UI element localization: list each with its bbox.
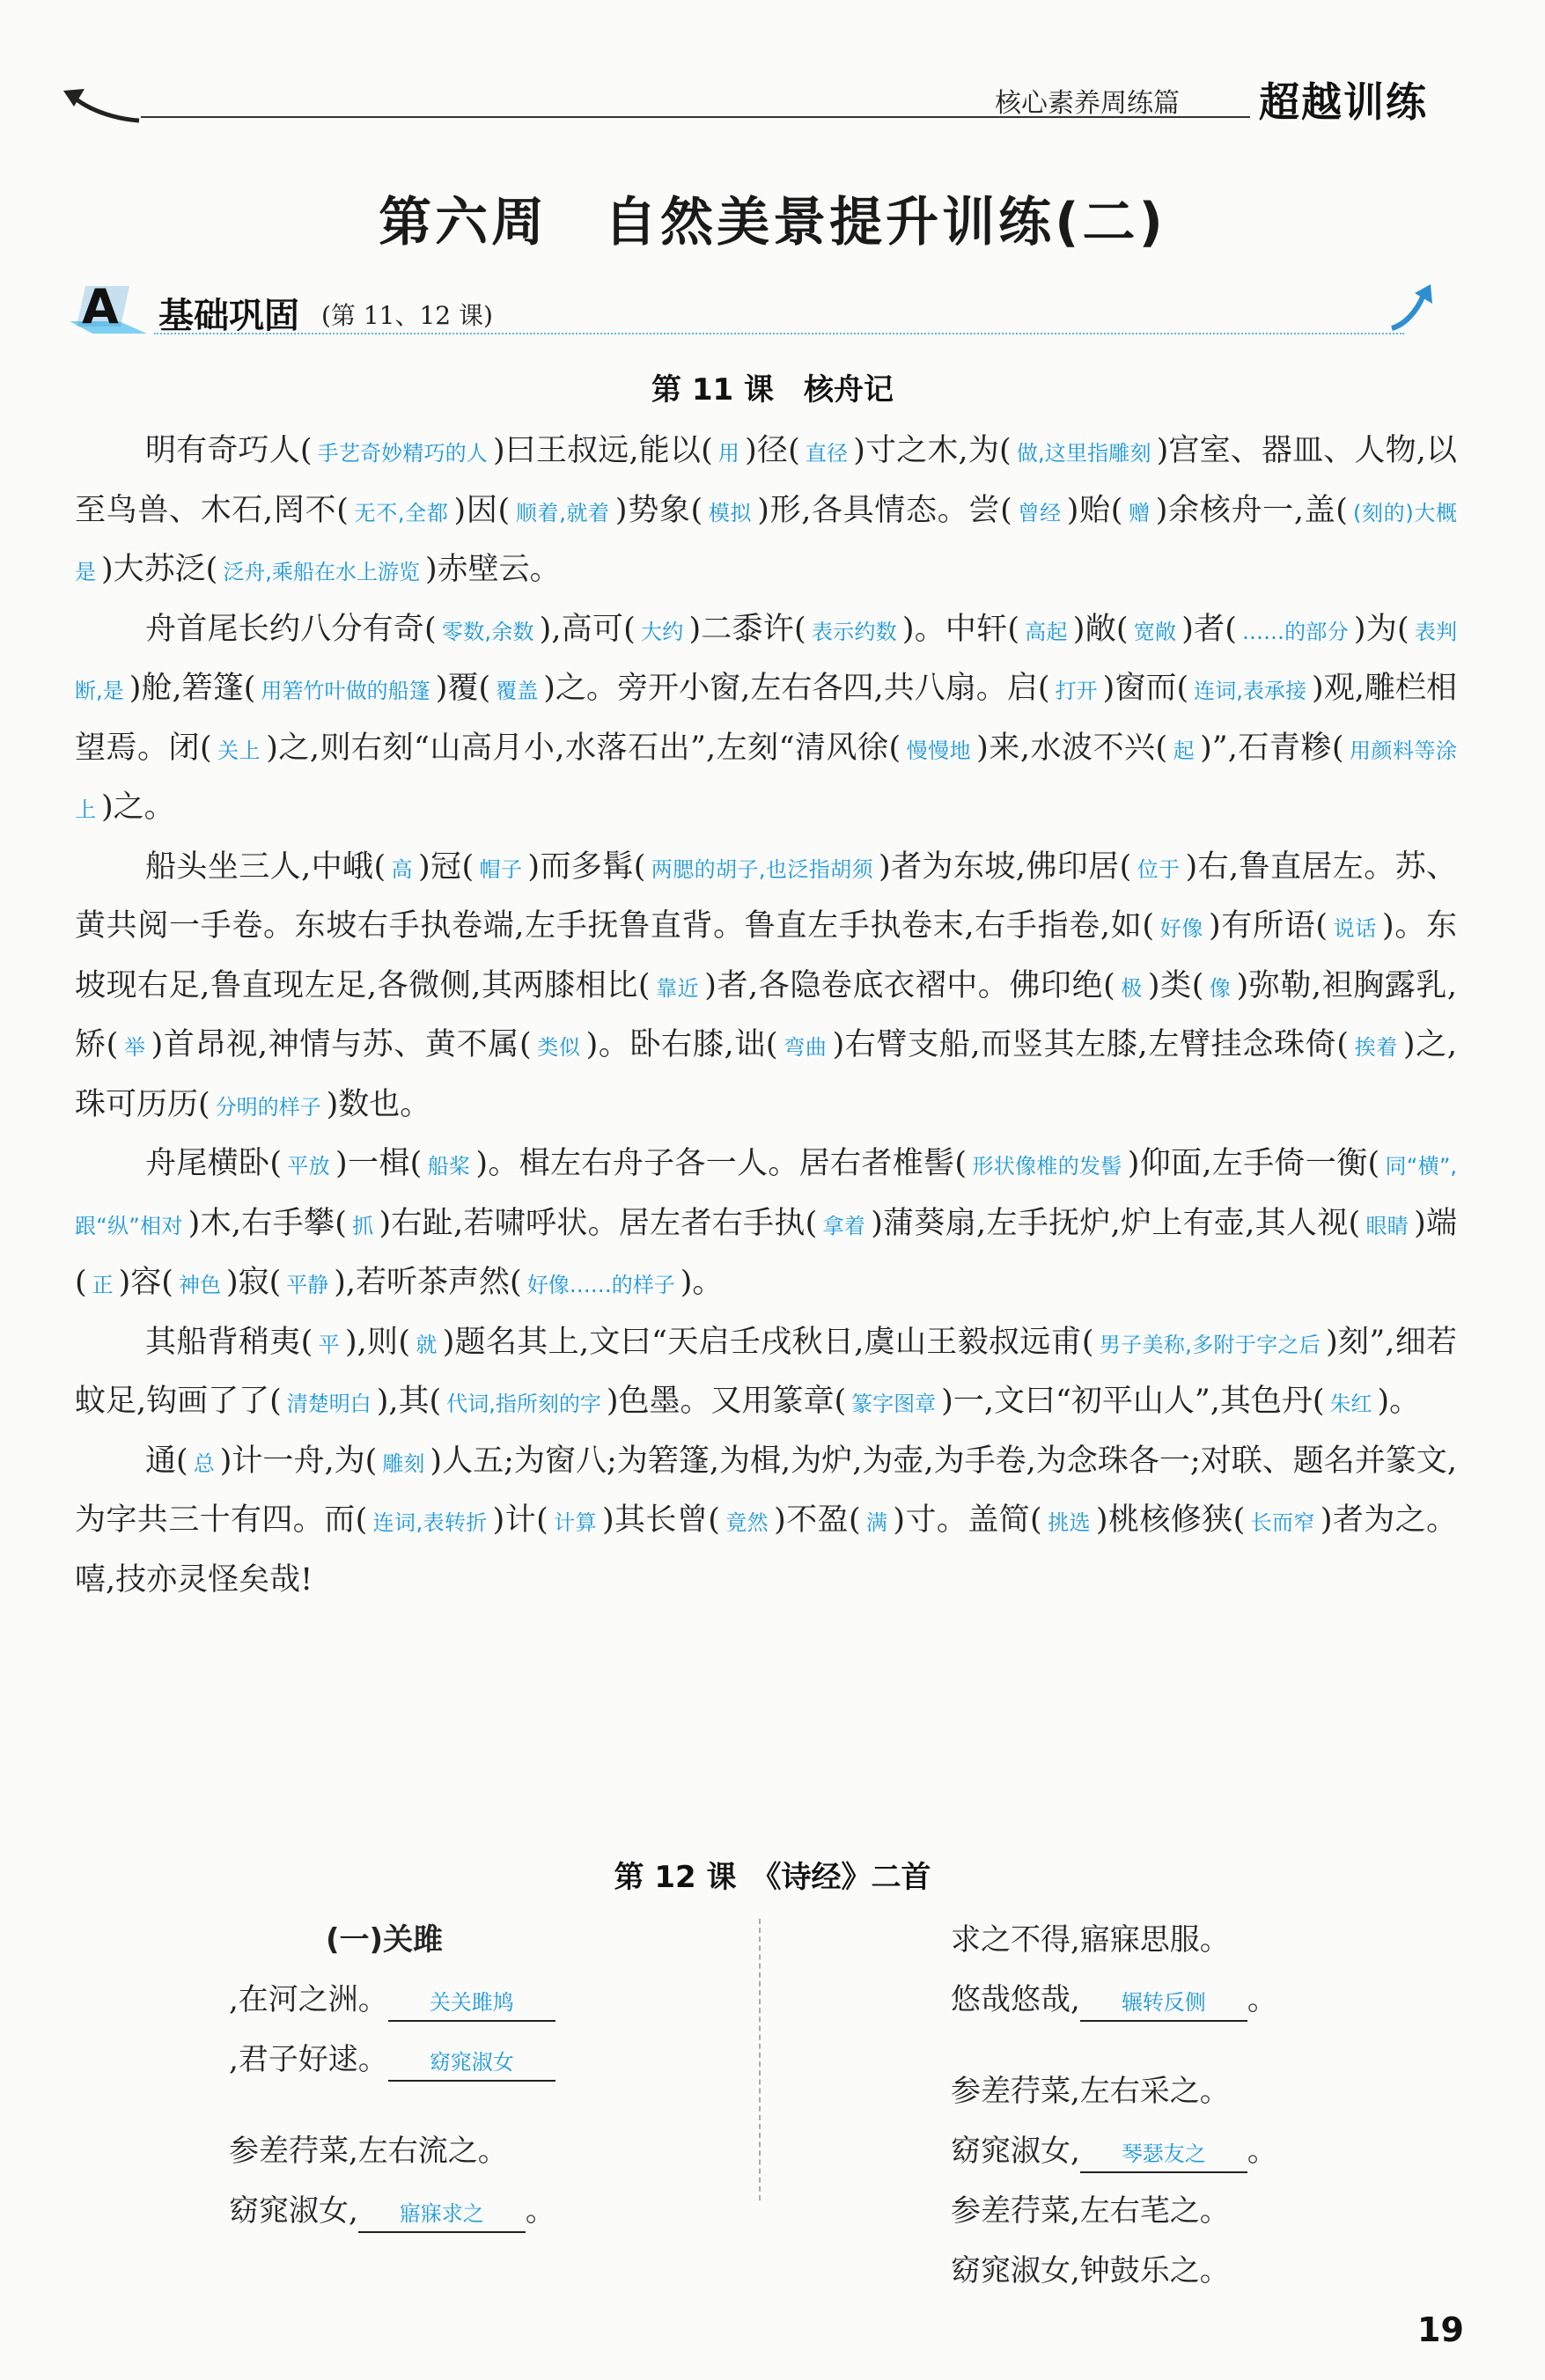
answer-text: 用颜料等涂上 xyxy=(75,738,1458,822)
lesson-11-text xyxy=(75,422,1457,1608)
answer-text: 无不,全都 xyxy=(353,500,449,525)
answer-text: 总 xyxy=(193,1451,215,1476)
curved-arrow-icon xyxy=(1387,281,1439,334)
poem-text: ,君子好逑。 xyxy=(229,2042,388,2077)
answer-text: 平 xyxy=(318,1332,340,1357)
answer-text: 雕刻 xyxy=(382,1451,425,1476)
answer-text: 泛舟,乘船在水上游览 xyxy=(223,560,420,584)
passage-text: )覆( xyxy=(435,671,491,706)
passage-text: )而多髯( xyxy=(527,848,646,885)
poem-right-column xyxy=(951,1910,1444,2301)
header-subtitle: 核心素养周练篇 xyxy=(995,88,1180,119)
fill-blank-answer: 辗转反侧 xyxy=(1080,1985,1247,2022)
answer-text: 长而窄 xyxy=(1250,1510,1315,1535)
answer-text: 表示约数 xyxy=(811,619,897,644)
passage-text: 明有奇巧人( xyxy=(145,433,313,468)
passage-text: )形,各具情态。尝( xyxy=(757,492,1012,528)
poem-text: 参差荇菜,左右芼之。 xyxy=(951,2193,1230,2229)
poem-text: 悠哉悠哉, xyxy=(951,1982,1080,2017)
answer-text: 关上 xyxy=(217,738,261,763)
answer-text: 打开 xyxy=(1055,679,1098,703)
answer-text: 拿着 xyxy=(822,1213,866,1238)
passage-text: )一楫( xyxy=(335,1146,423,1181)
passage-text: 舟尾横卧( xyxy=(145,1146,282,1181)
passage-text: )题名其上,文曰“天启壬戌秋日,虞山王毅叔远甫( xyxy=(442,1324,1094,1360)
passage-text: )首昂视,神情与苏、黄不属( xyxy=(151,1027,532,1062)
passage-text: )。东坡现右足,鲁直现左足,各微侧,其两膝相比( xyxy=(75,908,1458,1003)
answer-text: 靠近 xyxy=(655,975,700,1001)
fill-blank-answer: 关关雎鸠 xyxy=(388,1985,555,2022)
section-badge-letter: A xyxy=(82,279,119,334)
passage-text: )寂( xyxy=(225,1265,282,1300)
fill-blank-answer: 寤寐求之 xyxy=(358,2196,526,2233)
answer-text: 两腮的胡子,也泛指胡须 xyxy=(651,856,874,882)
paragraph xyxy=(75,422,1457,601)
passage-text: )赤壁云。 xyxy=(424,552,561,587)
poem-line xyxy=(951,2061,1444,2121)
answer-text: 篆字图章 xyxy=(851,1392,937,1416)
passage-text: )类( xyxy=(1147,967,1204,1003)
answer-text: 分明的样子 xyxy=(215,1094,321,1120)
passage-text: )木,右手攀( xyxy=(188,1205,347,1241)
passage-text: )势象( xyxy=(614,492,703,528)
passage-text: )数也。 xyxy=(326,1086,431,1122)
answer-text: 连词,表转折 xyxy=(372,1510,488,1535)
passage-text: )。卧右膝,诎( xyxy=(585,1027,778,1062)
passage-text: ),高可( xyxy=(539,611,636,647)
answer-text: 慢慢地 xyxy=(906,738,972,763)
answer-text: 做,这里指雕刻 xyxy=(1016,441,1151,466)
answer-text: 朱红 xyxy=(1329,1392,1372,1416)
passage-text: )蒲葵扇,左手抚炉,炉上有壶,其人视( xyxy=(871,1205,1361,1241)
paragraph xyxy=(75,1314,1457,1433)
answer-text: 计算 xyxy=(553,1510,597,1535)
answer-text: 曾经 xyxy=(1017,500,1062,525)
passage-text: )贻( xyxy=(1066,492,1123,528)
lesson-12-heading: 第 12 课 《诗经》二首 xyxy=(614,1860,931,1895)
poem-text: 参差荇菜,左右流之。 xyxy=(229,2134,508,2169)
passage-text: )右臂支船,而竖其左膝,左臂挂念珠倚( xyxy=(832,1027,1349,1062)
page-number: 19 xyxy=(1417,2310,1464,2349)
answer-text: 模拟 xyxy=(708,500,753,525)
answer-text: 零数,余数 xyxy=(441,619,534,644)
poem-text: 窈窕淑女,钟鼓乐之。 xyxy=(951,2253,1230,2288)
answer-text: 眼睛 xyxy=(1365,1213,1409,1238)
paragraph xyxy=(75,1135,1457,1314)
poem-text: 参差荇菜,左右采之。 xyxy=(951,2074,1230,2109)
passage-text: )宫室、器皿、人物,以至鸟兽、木石,罔不( xyxy=(75,433,1458,528)
passage-text: )者为东坡,佛印居( xyxy=(879,848,1132,885)
poem-text: 。 xyxy=(1247,1982,1277,2017)
answer-text: 手艺奇妙精巧的人 xyxy=(317,441,488,466)
poem-line xyxy=(951,1910,1444,1970)
poem-title: (一)关雎 xyxy=(326,1922,444,1958)
passage-text: )弥勒,袒胸露乳,矫( xyxy=(75,967,1458,1062)
section-subtitle: (第 11、12 课) xyxy=(321,301,493,330)
poem-line xyxy=(229,2181,722,2241)
passage-text: )。中轩( xyxy=(901,611,1020,647)
answer-text: 高 xyxy=(391,856,413,882)
passage-text: )计( xyxy=(492,1502,548,1538)
answer-text: 帽子 xyxy=(479,856,523,882)
column-divider xyxy=(759,1919,761,2200)
lesson-11-heading: 第 11 课 核舟记 xyxy=(651,372,894,408)
answer-text: 顺着,就着 xyxy=(515,500,610,525)
answer-text: 直径 xyxy=(805,441,849,466)
page-header xyxy=(0,0,1545,132)
passage-text: 其船背稍夷( xyxy=(145,1324,313,1360)
passage-text: )敞( xyxy=(1072,611,1129,647)
passage-text: )一,文曰“初平山人”,其色丹( xyxy=(941,1384,1325,1419)
passage-text: )容( xyxy=(118,1265,173,1300)
passage-text: )桃核修狭( xyxy=(1095,1502,1246,1538)
passage-text: )端( xyxy=(75,1205,1458,1300)
header-brand: 超越训练 xyxy=(1259,78,1428,126)
answer-text: 正 xyxy=(92,1273,114,1297)
passage-text: )大苏泛( xyxy=(101,552,218,587)
answer-text: 清楚明白 xyxy=(286,1392,372,1416)
answer-text: 好像……的样子 xyxy=(526,1273,675,1297)
paragraph xyxy=(75,601,1457,839)
answer-text: 宽敞 xyxy=(1133,619,1177,644)
passage-text: )冠( xyxy=(417,848,475,885)
answer-text: 挑选 xyxy=(1047,1510,1091,1535)
passage-text: )舱,箬篷( xyxy=(129,671,256,706)
answer-text: 平静 xyxy=(286,1273,329,1297)
passage-text: )为( xyxy=(1353,611,1409,647)
answer-text: 平放 xyxy=(287,1154,331,1179)
answer-text: ……的部分 xyxy=(1241,619,1349,644)
passage-text: )右趾,若啸呼状。居左者右手执( xyxy=(379,1205,818,1241)
answer-text: 位于 xyxy=(1137,856,1181,882)
answer-text: 说话 xyxy=(1333,916,1378,941)
passage-text: )窗而( xyxy=(1102,671,1189,706)
poem-text: 。 xyxy=(525,2193,555,2229)
answer-text: 举 xyxy=(123,1035,146,1060)
passage-text: )刻”,细若蚊足,钩画了了( xyxy=(75,1324,1458,1419)
section-rule xyxy=(154,333,1404,334)
passage-text: )计一舟,为( xyxy=(219,1443,378,1479)
answer-text: 连词,表承接 xyxy=(1194,679,1307,703)
passage-text: )。 xyxy=(680,1265,724,1300)
passage-text: )者( xyxy=(1181,611,1237,647)
poem-line xyxy=(229,1970,722,2030)
answer-text: 像 xyxy=(1209,975,1232,1001)
answer-text: 同“横”,跟“纵”相对 xyxy=(75,1154,1458,1238)
fill-blank-answer: 琴瑟友之 xyxy=(1080,2136,1247,2173)
poem-line xyxy=(951,1970,1444,2030)
passage-text: )余核舟一,盖( xyxy=(1155,492,1348,528)
poem-text: 求之不得,寤寐思服。 xyxy=(951,1922,1230,1958)
passage-text: )径( xyxy=(745,433,800,468)
poem-line xyxy=(951,2241,1444,2301)
answer-text: 满 xyxy=(865,1510,888,1535)
passage-text: )者,各隐卷底衣褶中。佛印绝( xyxy=(704,967,1115,1003)
passage-text: )其长曾( xyxy=(601,1502,720,1538)
answer-text: 竟然 xyxy=(725,1510,769,1535)
answer-text: 形状像椎的发髻 xyxy=(972,1154,1122,1179)
poem-text: 。 xyxy=(1247,2134,1277,2169)
passage-text: )不盈( xyxy=(774,1502,861,1538)
answer-text: 弯曲 xyxy=(783,1035,828,1060)
page-title: 第六周 自然美景提升训练(二) xyxy=(379,192,1166,253)
answer-text: 赠 xyxy=(1128,500,1151,525)
answer-text: 覆盖 xyxy=(496,679,539,703)
poem-line xyxy=(229,2030,722,2090)
passage-text: )”,石青糁( xyxy=(1200,730,1344,766)
answer-text: 高起 xyxy=(1025,619,1068,644)
passage-text: ),则( xyxy=(344,1324,411,1360)
section-badge-icon xyxy=(66,277,154,339)
paragraph xyxy=(75,1433,1457,1609)
fill-blank-answer: 窈窕淑女 xyxy=(388,2045,555,2082)
answer-text: 用箬竹叶做的船篷 xyxy=(261,679,430,703)
swoosh-arrow-icon xyxy=(62,84,141,128)
passage-text: ),其( xyxy=(376,1384,442,1419)
passage-text: )色墨。又用篆章( xyxy=(606,1384,847,1419)
passage-text: )之。旁开小窗,左右各四,共八扇。启( xyxy=(543,671,1050,706)
passage-text: )观,雕栏相望焉。闭( xyxy=(75,671,1458,766)
poem-text: 窈窕淑女, xyxy=(229,2193,358,2229)
answer-text: 挨着 xyxy=(1353,1035,1398,1060)
answer-text: 抓 xyxy=(351,1213,374,1238)
passage-text: )之,珠可历历( xyxy=(75,1027,1457,1122)
passage-text: )来,水波不兴( xyxy=(976,730,1168,766)
answer-text: 船桨 xyxy=(427,1154,471,1179)
passage-text: )二黍许( xyxy=(688,611,806,647)
passage-text: )者为之。嘻,技亦灵怪矣哉! xyxy=(75,1502,1458,1598)
passage-text: )仰面,左手倚一衡( xyxy=(1127,1146,1380,1181)
poem-line xyxy=(229,2121,722,2181)
poem-text: 窈窕淑女, xyxy=(951,2134,1080,2169)
section-header xyxy=(66,277,1448,339)
answer-text: 男子美称,多附于字之后 xyxy=(1099,1332,1321,1357)
passage-text: )寸。盖简( xyxy=(893,1502,1042,1538)
passage-text: 舟首尾长约八分有奇( xyxy=(145,611,437,647)
poem-text: ,在河之洲。 xyxy=(229,1982,388,2017)
poem-line xyxy=(951,2181,1444,2241)
answer-text: 代词,指所刻的字 xyxy=(446,1392,601,1416)
answer-text: 表判断,是 xyxy=(75,619,1458,703)
passage-text: )。楫左右舟子各一人。居右者椎髻( xyxy=(475,1146,967,1181)
passage-text: 通( xyxy=(145,1443,188,1479)
answer-text: 类似 xyxy=(536,1035,581,1060)
paragraph xyxy=(75,839,1457,1136)
answer-text: 就 xyxy=(416,1332,438,1357)
answer-text: 神色 xyxy=(178,1273,221,1297)
passage-text: )之,则右刻“山高月小,水落石出”,左刻“清风徐( xyxy=(266,730,901,766)
passage-text: )。 xyxy=(1377,1384,1421,1419)
passage-text: )右,鲁直居左。苏、黄共阅一手卷。东坡右手执卷端,左手抚鲁直背。鲁直左手执卷末,右手指卷,如( xyxy=(75,848,1458,944)
answer-text: 极 xyxy=(1120,975,1143,1001)
poem-left-column xyxy=(229,1910,722,2241)
passage-text: )因( xyxy=(453,492,511,528)
poem-line xyxy=(951,2121,1444,2181)
answer-text: 用 xyxy=(717,441,740,466)
passage-text: )寸之木,为( xyxy=(853,433,1012,468)
section-title: 基础巩固 xyxy=(158,296,299,336)
answer-text: 好像 xyxy=(1159,916,1204,941)
passage-text: )人五;为窗八;为箬篷,为楫,为炉,为壶,为手卷,为念珠各一;对联、题名并篆文,为字共三十有四。而( xyxy=(75,1443,1458,1538)
passage-text: )有所语( xyxy=(1209,908,1328,944)
passage-text: ),若听茶声然( xyxy=(334,1265,522,1300)
passage-text: )曰王叔远,能以( xyxy=(492,433,713,468)
passage-text: 船头坐三人,中峨( xyxy=(145,848,386,885)
answer-text: 起 xyxy=(1173,738,1196,763)
passage-text: )之。 xyxy=(101,790,175,825)
answer-text: 大约 xyxy=(640,619,684,644)
answer-text: (刻的)大概是 xyxy=(75,500,1458,584)
